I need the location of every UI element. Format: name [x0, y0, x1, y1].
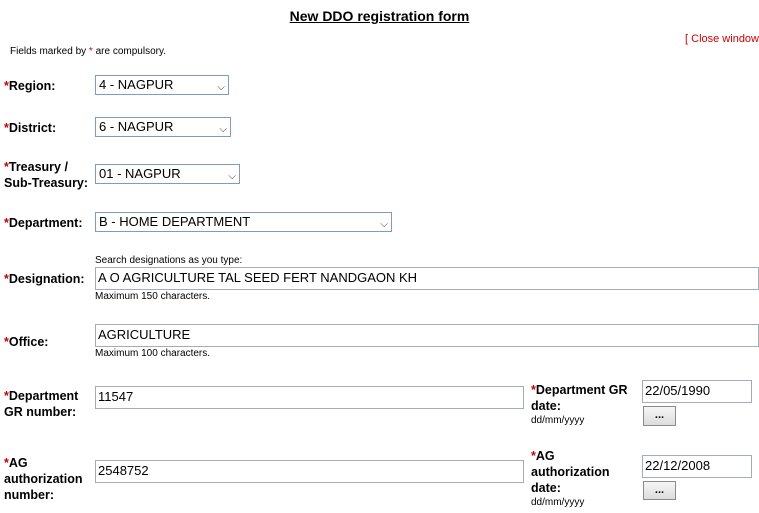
dept-gr-date-label-line1: Department GR	[535, 383, 628, 397]
dept-gr-number-label	[4, 388, 78, 420]
required-star: *	[531, 449, 536, 463]
dept-gr-date-picker-button[interactable]: ...	[643, 406, 676, 426]
dept-gr-date-label-line2: date:	[531, 399, 561, 413]
region-label	[4, 78, 55, 94]
treasury-label-line1: Treasury /	[8, 160, 68, 174]
required-star: *	[4, 79, 9, 93]
ag-auth-number-label	[4, 455, 82, 503]
ag-auth-date-format: dd/mm/yyyy	[531, 497, 585, 508]
required-star: *	[4, 272, 9, 286]
department-label	[4, 215, 83, 231]
dept-gr-date-input[interactable]: 22/05/1990	[642, 380, 752, 403]
required-star: *	[4, 335, 9, 349]
required-star: *	[4, 160, 9, 174]
required-star: *	[4, 216, 9, 230]
ag-auth-number-label-line3: number:	[4, 488, 54, 502]
office-label-text: Office:	[8, 335, 49, 349]
region-label-text: Region:	[8, 79, 56, 93]
ag-auth-number-label-line1: AG	[8, 456, 28, 470]
treasury-label	[4, 159, 88, 191]
compulsory-note	[10, 46, 166, 57]
dept-gr-number-label-line2: GR number:	[4, 405, 77, 419]
district-label-text: District:	[8, 121, 57, 135]
ag-auth-number-label-line2: authorization	[4, 472, 83, 486]
region-select[interactable]	[95, 75, 229, 95]
note-prefix: Fields marked by	[10, 46, 89, 57]
designation-hint: Search designations as you type:	[95, 255, 243, 266]
designation-label-text: Designation:	[8, 272, 85, 286]
chevron-down-icon: ⌵	[228, 171, 236, 182]
ag-auth-date-input[interactable]: 22/12/2008	[642, 455, 752, 478]
required-star: *	[88, 46, 93, 57]
note-suffix: are compulsory.	[92, 46, 167, 57]
chevron-down-icon: ⌵	[219, 124, 227, 135]
department-label-text: Department:	[8, 216, 83, 230]
district-value: 6 - NAGPUR	[99, 119, 174, 134]
treasury-select[interactable]	[95, 164, 240, 184]
designation-limit: Maximum 150 characters.	[95, 291, 211, 302]
chevron-down-icon: ⌵	[217, 82, 225, 93]
ag-auth-number-input[interactable]: 2548752	[95, 460, 524, 483]
required-star: *	[4, 121, 9, 135]
office-input[interactable]: AGRICULTURE	[95, 324, 759, 347]
page-title: New DDO registration form	[289, 8, 470, 24]
dept-gr-date-label	[531, 382, 628, 414]
dept-gr-number-input[interactable]: 11547	[95, 386, 524, 409]
required-star: *	[531, 383, 536, 397]
ag-auth-date-picker-button[interactable]: ...	[643, 481, 676, 500]
designation-label	[4, 271, 85, 287]
ag-auth-date-label	[531, 448, 609, 496]
chevron-down-icon: ⌵	[380, 219, 388, 230]
ag-auth-date-label-line1: AG	[535, 449, 555, 463]
dept-gr-date-format: dd/mm/yyyy	[531, 415, 585, 426]
office-label	[4, 334, 48, 350]
office-limit: Maximum 100 characters.	[95, 348, 211, 359]
district-label	[4, 120, 56, 136]
department-value: B - HOME DEPARTMENT	[99, 214, 251, 229]
required-star: *	[4, 456, 9, 470]
treasury-value: 01 - NAGPUR	[99, 166, 181, 181]
ag-auth-date-label-line2: authorization	[531, 465, 610, 479]
department-select[interactable]	[95, 212, 392, 232]
close-window-link[interactable]: [ Close window	[685, 33, 759, 45]
region-value: 4 - NAGPUR	[99, 77, 174, 92]
designation-input[interactable]: A O AGRICULTURE TAL SEED FERT NANDGAON KH	[95, 267, 759, 290]
dept-gr-number-label-line1: Department	[8, 389, 79, 403]
required-star: *	[4, 389, 9, 403]
ag-auth-date-label-line3: date:	[531, 481, 561, 495]
treasury-label-line2: Sub-Treasury:	[4, 176, 89, 190]
district-select[interactable]	[95, 117, 231, 137]
